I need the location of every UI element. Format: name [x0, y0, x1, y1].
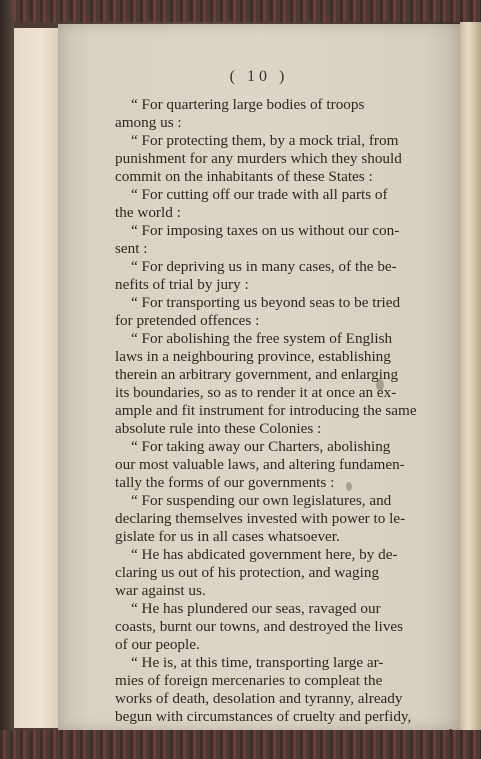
- book-bottom-edge: [0, 730, 481, 759]
- right-page-edges: [460, 22, 481, 734]
- text-line: “ For cutting off our trade with all parts of: [131, 186, 388, 203]
- ink-stain: [376, 379, 384, 391]
- text-line: works of death, desolation and tyranny, already: [115, 690, 403, 707]
- text-line: “ For transporting us beyond seas to be tried: [131, 294, 401, 311]
- book-cover-edge: [0, 0, 14, 759]
- text-line: of our people.: [115, 636, 200, 653]
- text-line: coasts, burnt our towns, and destroyed the lives: [115, 618, 404, 635]
- text-line: nefits of trial by jury :: [115, 276, 249, 293]
- ink-stain: [346, 482, 352, 491]
- text-line: sent :: [115, 240, 148, 257]
- text-line: declaring themselves invested with power to le-: [115, 510, 406, 527]
- text-line: “ For protecting them, by a mock trial, from: [131, 132, 399, 149]
- text-line: ample and fit instrument for introducing the same: [115, 402, 417, 419]
- text-line: “ He has abdicated government here, by de-: [131, 546, 398, 563]
- text-line: “ For quartering large bodies of troops: [131, 96, 365, 113]
- text-line: absolute rule into these Colonies :: [115, 420, 322, 437]
- book-top-edge: [0, 0, 481, 22]
- text-line: tally the forms of our governments :: [115, 474, 335, 491]
- text-line: “ For depriving us in many cases, of the be-: [131, 258, 397, 275]
- book-page: [58, 24, 460, 730]
- text-line: gislate for us in all cases whatsoever.: [115, 528, 340, 545]
- text-line: for pretended offences :: [115, 312, 260, 329]
- text-line: “ For abolishing the free system of English: [131, 330, 393, 347]
- page-number: ( 10 ): [229, 68, 289, 85]
- text-line: “ For imposing taxes on us without our con-: [131, 222, 400, 239]
- text-line: war against us.: [115, 582, 206, 599]
- text-line: laws in a neighbouring province, establishing: [115, 348, 391, 365]
- text-line: its boundaries, so as to render it at once an ex-: [115, 384, 397, 401]
- text-line: the world :: [115, 204, 181, 221]
- text-line: punishment for any murders which they should: [115, 150, 402, 167]
- text-line: among us :: [115, 114, 182, 131]
- text-line: claring us out of his protection, and waging: [115, 564, 380, 581]
- text-line: our most valuable laws, and altering fundamen-: [115, 456, 405, 473]
- text-line: “ He has plundered our seas, ravaged our: [131, 600, 381, 617]
- text-line: therein an arbitrary government, and enlarging: [115, 366, 399, 383]
- left-flyleaf: [14, 28, 61, 728]
- text-line: mies of foreign mercenaries to compleat the: [115, 672, 383, 689]
- text-line: “ For taking away our Charters, abolishing: [131, 438, 391, 455]
- text-line: begun with circumstances of cruelty and perfidy,: [115, 708, 412, 725]
- text-line: commit on the inhabitants of these States :: [115, 168, 373, 185]
- text-line: “ He is, at this time, transporting large ar-: [131, 654, 384, 671]
- text-line: “ For suspending our own legislatures, and: [131, 492, 392, 509]
